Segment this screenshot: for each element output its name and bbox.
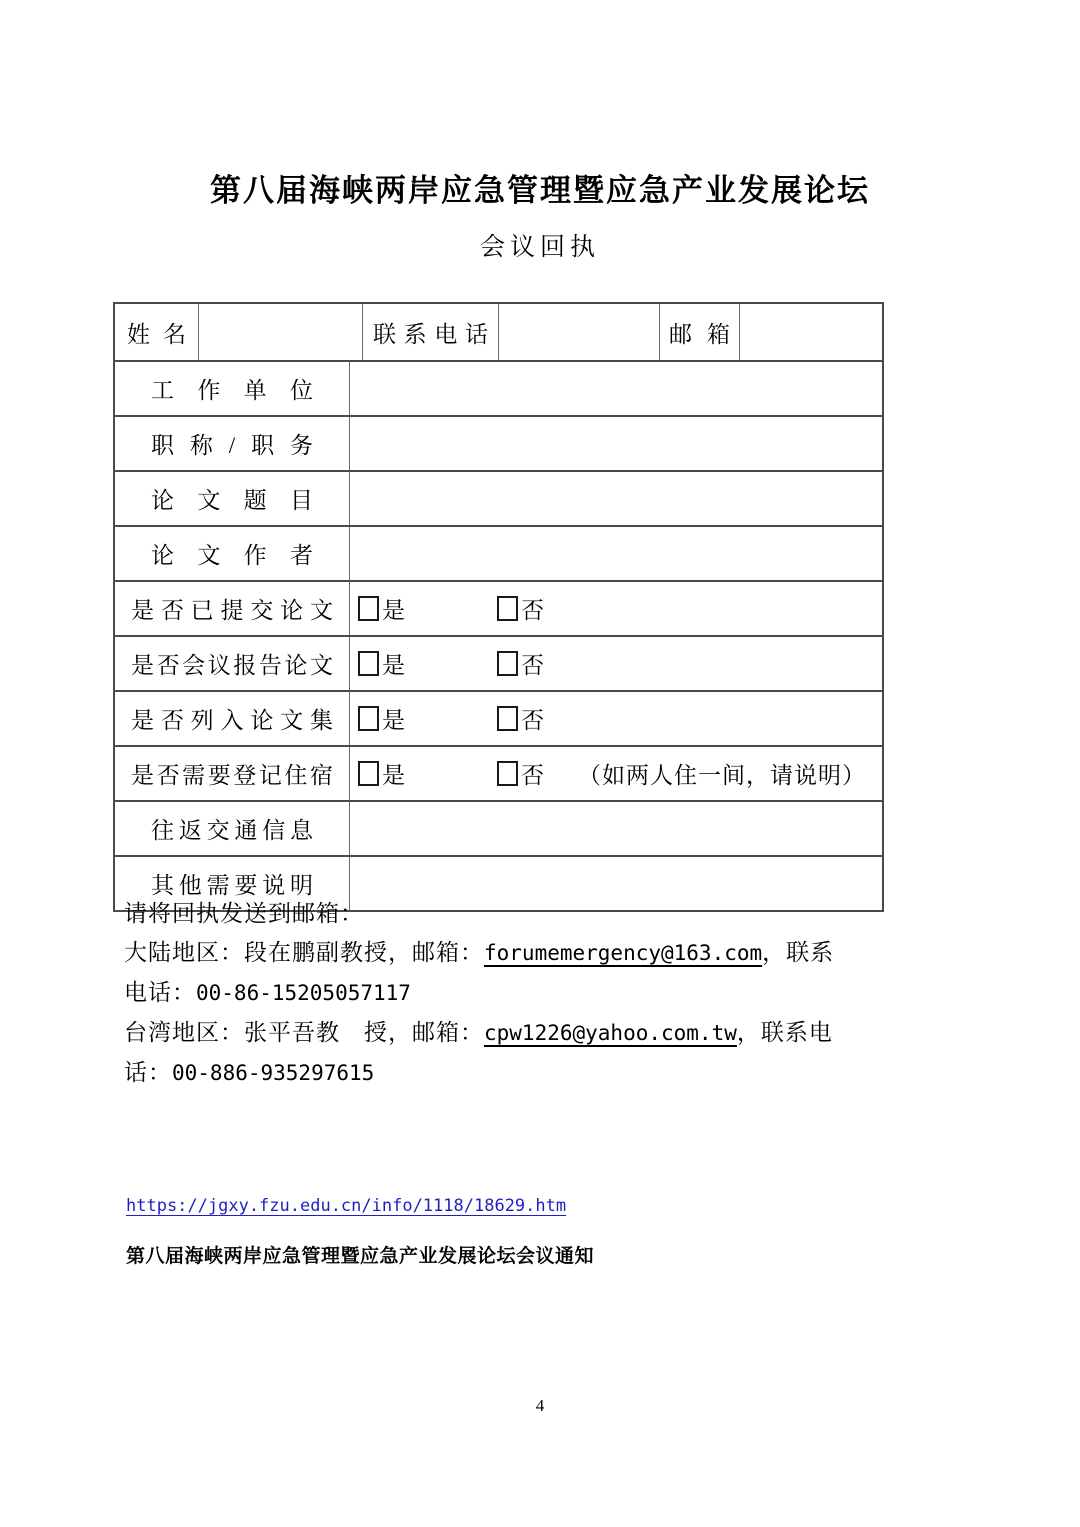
transport-label: 往返交通信息 <box>151 818 313 843</box>
proceedings-label: 是否列入论文集 <box>131 708 333 733</box>
notice-title: 第八届海峡两岸应急管理暨应急产业发展论坛会议通知 <box>126 1246 595 1267</box>
name-label-cell <box>115 304 199 360</box>
page-title: 第八届海峡两岸应急管理暨应急产业发展论坛 <box>210 173 870 208</box>
taiwan-phone-number: 00-886-935297615 <box>172 1061 375 1085</box>
position-label: 职称/职务 <box>151 433 313 458</box>
table-row <box>115 304 882 362</box>
subtitle-reply-form: 会议回执 <box>479 234 600 261</box>
position-input-cell[interactable] <box>350 417 882 470</box>
no-option-label: 否 <box>521 763 544 788</box>
table-row <box>115 362 882 417</box>
paper-submitted-options-cell <box>350 582 882 635</box>
phone-label: 联系电话 <box>373 321 488 347</box>
table-row <box>115 747 882 802</box>
no-checkbox[interactable] <box>497 651 518 676</box>
work-unit-label-cell <box>115 362 350 415</box>
paper-title-label-cell <box>115 472 350 525</box>
paper-authors-label-cell <box>115 527 350 580</box>
mainland-email-link[interactable]: forumemergency@163.com <box>484 941 763 965</box>
no-option-label: 否 <box>521 598 544 623</box>
yes-option-label: 是 <box>382 598 405 623</box>
name-input-cell[interactable] <box>199 304 363 360</box>
yes-checkbox[interactable] <box>358 761 379 786</box>
taiwan-email-link[interactable]: cpw1226@yahoo.com.tw <box>484 1021 737 1045</box>
mainland-contact-suffix: ，联系 <box>762 940 835 965</box>
phone-label-cell <box>363 304 499 360</box>
lodging-label: 是否需要登记住宿 <box>131 763 333 788</box>
yes-option-label: 是 <box>382 763 405 788</box>
taiwan-phone-prefix: 话： <box>124 1060 172 1085</box>
taiwan-contact-prefix: 台湾地区：张平吾教 授，邮箱： <box>124 1020 484 1045</box>
proceedings-options-cell <box>350 692 882 745</box>
transport-input-cell[interactable] <box>350 802 882 855</box>
contact-instructions <box>124 894 834 1093</box>
mainland-contact-line <box>124 933 834 973</box>
email-input-cell[interactable] <box>740 304 882 360</box>
paper-submitted-label: 是否已提交论文 <box>131 598 333 623</box>
page-number: 4 <box>535 1396 545 1415</box>
work-unit-input-cell[interactable] <box>350 362 882 415</box>
phone-input-cell[interactable] <box>499 304 660 360</box>
no-option-label: 否 <box>521 708 544 733</box>
no-checkbox[interactable] <box>497 706 518 731</box>
mainland-contact-prefix: 大陆地区：段在鹏副教授，邮箱： <box>124 940 484 965</box>
table-row <box>115 527 882 582</box>
email-label-cell <box>660 304 740 360</box>
mainland-phone-line <box>124 973 834 1013</box>
transport-label-cell <box>115 802 350 855</box>
proceedings-label-cell <box>115 692 350 745</box>
table-row <box>115 417 882 472</box>
table-row <box>115 637 882 692</box>
table-row <box>115 582 882 637</box>
table-row <box>115 802 882 857</box>
yes-checkbox[interactable] <box>358 596 379 621</box>
email-label: 邮箱 <box>669 321 730 347</box>
yes-option-label: 是 <box>382 653 405 678</box>
reply-form-table <box>113 302 884 912</box>
yes-checkbox[interactable] <box>358 706 379 731</box>
position-label-cell <box>115 417 350 470</box>
paper-authors-label: 论文作者 <box>151 543 313 568</box>
paper-title-label: 论文题目 <box>151 488 313 513</box>
presentation-options-cell <box>350 637 882 690</box>
taiwan-contact-line <box>124 1013 834 1053</box>
taiwan-phone-line <box>124 1053 834 1093</box>
notice-url-link[interactable]: https://jgxy.fzu.edu.cn/info/1118/18629.htm <box>126 1196 567 1216</box>
taiwan-contact-suffix: ，联系电 <box>736 1020 833 1045</box>
mainland-phone-number: 00-86-15205057117 <box>196 981 411 1005</box>
table-row <box>115 472 882 527</box>
no-checkbox[interactable] <box>497 596 518 621</box>
yes-option-label: 是 <box>382 708 405 733</box>
no-checkbox[interactable] <box>497 761 518 786</box>
paper-submitted-label-cell <box>115 582 350 635</box>
lodging-options-cell <box>350 747 882 800</box>
other-notes-label: 其他需要说明 <box>151 873 313 898</box>
lodging-note: （如两人住一间，请说明） <box>578 763 866 788</box>
presentation-label-cell <box>115 637 350 690</box>
work-unit-label: 工作单位 <box>151 378 313 403</box>
lodging-label-cell <box>115 747 350 800</box>
mainland-phone-prefix: 电话： <box>124 980 196 1005</box>
name-label: 姓名 <box>127 321 186 347</box>
paper-authors-input-cell[interactable] <box>350 527 882 580</box>
no-option-label: 否 <box>521 653 544 678</box>
yes-checkbox[interactable] <box>358 651 379 676</box>
presentation-label: 是否会议报告论文 <box>131 653 333 678</box>
paper-title-input-cell[interactable] <box>350 472 882 525</box>
table-row <box>115 692 882 747</box>
contact-intro-line: 请将回执发送到邮箱： <box>124 901 364 926</box>
